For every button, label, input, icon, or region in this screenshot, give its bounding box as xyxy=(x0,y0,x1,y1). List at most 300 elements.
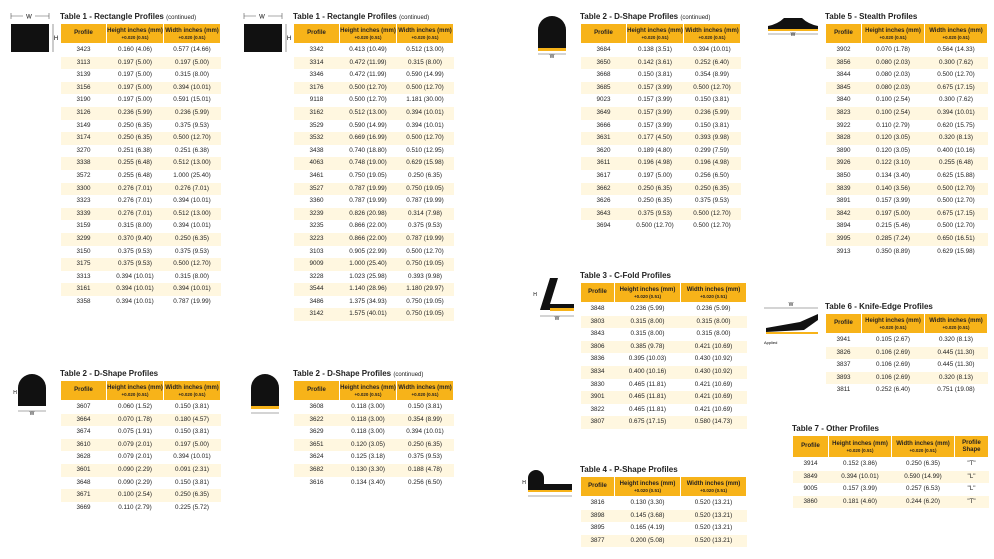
profile-cell: 3671 xyxy=(61,489,107,502)
table-row xyxy=(581,170,741,183)
col-height: Height inches (mm) +0.020 (0.51) xyxy=(107,24,164,44)
col-width: Width inches (mm) +0.020 (0.51) xyxy=(164,381,221,401)
height-cell: 0.079 (2.01) xyxy=(107,439,164,452)
rectangle-profile-icon xyxy=(5,10,59,58)
table-row xyxy=(294,170,454,183)
profile-cell: 3620 xyxy=(581,145,627,158)
height-cell: 0.197 (5.00) xyxy=(862,208,925,221)
width-cell: 0.299 (7.59) xyxy=(684,145,741,158)
d-shape-profile-icon xyxy=(12,370,52,416)
width-cell: 0.787 (19.99) xyxy=(164,296,221,309)
height-cell: 0.130 (3.30) xyxy=(615,497,681,510)
table-row xyxy=(294,208,454,221)
height-cell: 0.251 (6.38) xyxy=(107,145,164,158)
height-cell: 0.375 (9.53) xyxy=(107,246,164,259)
profile-cell: 3159 xyxy=(61,220,107,233)
width-cell: 0.510 (12.95) xyxy=(397,145,454,158)
d-shape-profile-icon xyxy=(532,12,572,58)
table-row xyxy=(826,157,988,170)
dim-h-label: H xyxy=(286,36,292,42)
table-row xyxy=(294,258,454,271)
height-cell: 0.465 (11.81) xyxy=(615,391,681,404)
height-cell: 0.740 (18.80) xyxy=(340,145,397,158)
table-row xyxy=(581,94,741,107)
table-row xyxy=(581,44,741,57)
table-row xyxy=(581,404,747,417)
table-row xyxy=(61,401,221,414)
profile-cell: 3529 xyxy=(294,120,340,133)
table-row xyxy=(581,316,747,329)
width-cell: 0.300 (7.62) xyxy=(925,94,988,107)
table-row xyxy=(826,246,988,259)
width-cell: 0.500 (12.70) xyxy=(397,132,454,145)
height-cell: 0.110 (2.79) xyxy=(107,502,164,515)
table-row xyxy=(294,401,454,414)
table-row xyxy=(581,341,747,354)
table-row xyxy=(61,107,221,120)
col-width: Width inches (mm) +0.020 (0.51) xyxy=(681,283,747,303)
col-height: Height inches (mm) +0.020 (0.51) xyxy=(627,24,684,44)
shape-cell: "T" xyxy=(955,496,989,509)
width-cell: 0.256 (6.50) xyxy=(397,477,454,490)
height-cell: 0.866 (22.00) xyxy=(340,220,397,233)
width-cell: 0.394 (10.01) xyxy=(164,195,221,208)
profile-cell: 3299 xyxy=(61,233,107,246)
height-cell: 0.110 (2.79) xyxy=(862,120,925,133)
table-1-rectangle-a xyxy=(60,11,221,308)
width-cell: 0.520 (13.21) xyxy=(681,522,747,535)
width-cell: 0.394 (10.01) xyxy=(397,426,454,439)
table-row xyxy=(61,502,221,515)
col-profile: Profile xyxy=(826,314,862,334)
width-cell: 0.150 (3.81) xyxy=(164,426,221,439)
table-row xyxy=(581,328,747,341)
width-cell: 0.354 (8.99) xyxy=(397,414,454,427)
height-cell: 0.200 (5.08) xyxy=(615,535,681,548)
table-row xyxy=(826,347,988,360)
profile-cell: 3601 xyxy=(61,464,107,477)
table-row xyxy=(294,183,454,196)
profile-cell: 3338 xyxy=(61,157,107,170)
width-cell: 0.236 (5.99) xyxy=(681,303,747,316)
height-cell: 0.394 (10.01) xyxy=(107,271,164,284)
profile-cell: 3176 xyxy=(294,82,340,95)
height-cell: 0.160 (4.06) xyxy=(107,44,164,57)
profile-cell: 3461 xyxy=(294,170,340,183)
height-cell: 0.118 (3.00) xyxy=(340,426,397,439)
table-row xyxy=(581,195,741,208)
profile-cell: 3895 xyxy=(581,522,615,535)
profile-cell: 3648 xyxy=(61,477,107,490)
profile-cell: 3995 xyxy=(826,233,862,246)
profile-cell: 3843 xyxy=(581,328,615,341)
table-row xyxy=(61,258,221,271)
width-cell: 0.512 (13.00) xyxy=(397,44,454,57)
width-cell: 0.225 (5.72) xyxy=(164,502,221,515)
table-title: Table 5 - Stealth Profiles xyxy=(825,12,918,21)
profile-cell: 3190 xyxy=(61,94,107,107)
width-cell: 0.787 (19.99) xyxy=(397,233,454,246)
profile-cell: 3610 xyxy=(61,439,107,452)
height-cell: 0.105 (2.67) xyxy=(862,334,925,347)
width-cell: 0.197 (5.00) xyxy=(164,439,221,452)
profile-cell: 3668 xyxy=(581,69,627,82)
height-cell: 0.255 (6.48) xyxy=(107,157,164,170)
dim-w-label: W xyxy=(554,316,560,320)
height-cell: 0.106 (2.69) xyxy=(862,347,925,360)
table-2-d-shape-c xyxy=(580,11,741,233)
width-cell: 0.197 (5.00) xyxy=(164,57,221,70)
height-cell: 0.134 (3.40) xyxy=(862,170,925,183)
profile-cell: 3161 xyxy=(61,283,107,296)
col-height: Height inches (mm) +0.020 (0.51) xyxy=(340,381,397,401)
width-cell: 0.445 (11.30) xyxy=(925,347,988,360)
width-cell: 0.150 (3.81) xyxy=(684,120,741,133)
width-cell: 0.750 (19.05) xyxy=(397,258,454,271)
profile-table xyxy=(580,282,747,429)
width-cell: 0.251 (6.38) xyxy=(164,145,221,158)
profile-cell: 3156 xyxy=(61,82,107,95)
width-cell: 0.625 (15.88) xyxy=(925,170,988,183)
table-row xyxy=(294,464,454,477)
table-row xyxy=(294,439,454,452)
height-cell: 0.375 (9.53) xyxy=(107,258,164,271)
profile-cell: 3694 xyxy=(581,220,627,233)
table-row xyxy=(581,416,747,429)
table-row xyxy=(294,308,454,321)
width-cell: 0.500 (12.70) xyxy=(925,69,988,82)
height-cell: 0.669 (16.99) xyxy=(340,132,397,145)
rectangle-profile-icon xyxy=(238,10,292,58)
height-cell: 0.276 (7.01) xyxy=(107,195,164,208)
width-cell: 0.320 (8.13) xyxy=(925,372,988,385)
width-cell: 0.750 (19.05) xyxy=(397,296,454,309)
profile-cell: 3823 xyxy=(826,107,862,120)
profile-cell: 3228 xyxy=(294,271,340,284)
table-row xyxy=(61,208,221,221)
profile-cell: 3346 xyxy=(294,69,340,82)
table-row xyxy=(581,157,741,170)
col-profile: Profile xyxy=(581,24,627,44)
profile-cell: 3651 xyxy=(294,439,340,452)
height-cell: 0.315 (8.00) xyxy=(615,316,681,329)
table-row xyxy=(826,233,988,246)
table-row xyxy=(294,107,454,120)
width-cell: 0.500 (12.70) xyxy=(164,258,221,271)
height-cell: 0.152 (3.86) xyxy=(829,458,892,471)
height-cell: 0.090 (2.29) xyxy=(107,477,164,490)
profile-cell: 3423 xyxy=(61,44,107,57)
profile-table xyxy=(792,435,989,508)
height-cell: 0.157 (3.99) xyxy=(627,94,684,107)
height-cell: 0.315 (8.00) xyxy=(107,220,164,233)
profile-table xyxy=(60,23,221,308)
table-row xyxy=(294,426,454,439)
col-width: Width inches (mm) +0.020 (0.51) xyxy=(397,24,454,44)
height-cell: 0.157 (3.99) xyxy=(829,483,892,496)
profile-cell: 3662 xyxy=(581,183,627,196)
col-width: Width inches (mm) +0.020 (0.51) xyxy=(397,381,454,401)
width-cell: 0.236 (5.99) xyxy=(684,107,741,120)
height-cell: 0.079 (2.01) xyxy=(107,451,164,464)
table-row xyxy=(294,246,454,259)
profile-cell: 3844 xyxy=(826,69,862,82)
profile-cell: 3926 xyxy=(826,157,862,170)
width-cell: 0.675 (17.15) xyxy=(925,82,988,95)
width-cell: 0.375 (9.53) xyxy=(684,195,741,208)
table-row xyxy=(581,132,741,145)
table-1-rectangle-b xyxy=(293,11,454,321)
table-row xyxy=(61,426,221,439)
height-cell: 0.106 (2.69) xyxy=(862,372,925,385)
width-cell: 0.300 (7.62) xyxy=(925,57,988,70)
knife-edge-profile-icon xyxy=(760,300,822,348)
profile-table xyxy=(293,380,454,489)
table-row xyxy=(61,283,221,296)
width-cell: 0.354 (8.99) xyxy=(684,69,741,82)
width-cell: 0.421 (10.69) xyxy=(681,391,747,404)
width-cell: 0.315 (8.00) xyxy=(164,69,221,82)
profile-cell: 3629 xyxy=(294,426,340,439)
dim-h-label: H xyxy=(13,390,17,396)
height-cell: 0.250 (6.35) xyxy=(107,132,164,145)
dim-h-label: H xyxy=(53,36,59,42)
profile-cell: 3898 xyxy=(581,510,615,523)
height-cell: 0.285 (7.24) xyxy=(862,233,925,246)
height-cell: 0.465 (11.81) xyxy=(615,404,681,417)
height-cell: 1.000 (25.40) xyxy=(340,258,397,271)
width-cell: 0.314 (7.98) xyxy=(397,208,454,221)
table-row xyxy=(581,208,741,221)
profile-cell: 3894 xyxy=(826,220,862,233)
col-width: Width inches (mm) +0.020 (0.51) xyxy=(925,314,988,334)
col-width: Width inches (mm) +0.020 (0.51) xyxy=(684,24,741,44)
table-row xyxy=(61,489,221,502)
profile-cell: 3807 xyxy=(581,416,615,429)
width-cell: 0.188 (4.78) xyxy=(397,464,454,477)
table-title: Table 2 - D-Shape Profiles (continued) xyxy=(293,369,424,378)
height-cell: 0.165 (4.19) xyxy=(615,522,681,535)
height-cell: 0.120 (3.05) xyxy=(340,439,397,452)
table-row xyxy=(581,220,741,233)
profile-cell: 3902 xyxy=(826,44,862,57)
height-cell: 0.250 (6.35) xyxy=(627,195,684,208)
height-cell: 0.500 (12.70) xyxy=(340,82,397,95)
profile-table xyxy=(580,23,741,233)
height-cell: 0.070 (1.78) xyxy=(107,414,164,427)
profile-cell: 3300 xyxy=(61,183,107,196)
col-height: Height inches (mm) +0.020 (0.51) xyxy=(829,436,892,458)
width-cell: 0.257 (6.53) xyxy=(892,483,955,496)
col-profile: Profile xyxy=(826,24,862,44)
height-cell: 0.060 (1.52) xyxy=(107,401,164,414)
table-3-c-fold xyxy=(580,270,747,429)
profile-cell: 3624 xyxy=(294,451,340,464)
width-cell: 0.421 (10.69) xyxy=(681,379,747,392)
profile-cell: 3826 xyxy=(826,347,862,360)
profile-cell: 3486 xyxy=(294,296,340,309)
profile-cell: 3840 xyxy=(826,94,862,107)
profile-cell: 3223 xyxy=(294,233,340,246)
width-cell: 0.315 (8.00) xyxy=(681,316,747,329)
width-cell: 0.244 (6.20) xyxy=(892,496,955,509)
width-cell: 0.394 (10.01) xyxy=(164,220,221,233)
height-cell: 0.157 (3.99) xyxy=(627,120,684,133)
table-row xyxy=(826,334,988,347)
table-row xyxy=(581,366,747,379)
table-row xyxy=(61,195,221,208)
table-row xyxy=(294,283,454,296)
table-2-d-shape-b xyxy=(293,368,454,489)
width-cell: 0.394 (10.01) xyxy=(164,283,221,296)
table-row xyxy=(294,145,454,158)
dim-w-label: W xyxy=(549,54,555,58)
profile-cell: 3270 xyxy=(61,145,107,158)
height-cell: 1.023 (25.98) xyxy=(340,271,397,284)
width-cell: 0.430 (10.92) xyxy=(681,366,747,379)
table-row xyxy=(581,69,741,82)
table-row xyxy=(826,384,988,397)
table-row xyxy=(61,57,221,70)
profile-cell: 3669 xyxy=(61,502,107,515)
profile-cell: 3608 xyxy=(294,401,340,414)
profile-cell: 3803 xyxy=(581,316,615,329)
height-cell: 0.157 (3.99) xyxy=(627,107,684,120)
height-cell: 0.252 (6.40) xyxy=(862,384,925,397)
table-row xyxy=(294,69,454,82)
width-cell: 0.675 (17.15) xyxy=(925,208,988,221)
table-2-d-shape-a xyxy=(60,368,221,514)
width-cell: 0.520 (13.21) xyxy=(681,497,747,510)
profile-table xyxy=(60,380,221,514)
table-row xyxy=(294,451,454,464)
width-cell: 0.250 (6.35) xyxy=(892,458,955,471)
height-cell: 0.080 (2.03) xyxy=(862,57,925,70)
table-row xyxy=(581,107,741,120)
height-cell: 0.413 (10.49) xyxy=(340,44,397,57)
height-cell: 0.189 (4.80) xyxy=(627,145,684,158)
table-row xyxy=(294,44,454,57)
width-cell: 0.276 (7.01) xyxy=(164,183,221,196)
profile-table xyxy=(825,313,988,397)
width-cell: 0.500 (12.70) xyxy=(925,195,988,208)
height-cell: 0.675 (17.15) xyxy=(615,416,681,429)
height-cell: 1.375 (34.93) xyxy=(340,296,397,309)
width-cell: 0.150 (3.81) xyxy=(164,477,221,490)
table-row xyxy=(61,477,221,490)
height-cell: 0.140 (3.56) xyxy=(862,183,925,196)
stealth-profile-icon xyxy=(764,10,822,36)
table-row xyxy=(294,132,454,145)
width-cell: 0.620 (15.75) xyxy=(925,120,988,133)
table-row xyxy=(826,120,988,133)
profile-cell: 3527 xyxy=(294,183,340,196)
profile-cell: 9005 xyxy=(793,483,829,496)
profile-cell: 3611 xyxy=(581,157,627,170)
dim-w-label: W xyxy=(790,32,796,36)
width-cell: 0.250 (6.35) xyxy=(164,489,221,502)
profile-cell: 3342 xyxy=(294,44,340,57)
profile-cell: 3828 xyxy=(826,132,862,145)
table-row xyxy=(294,157,454,170)
height-cell: 0.075 (1.91) xyxy=(107,426,164,439)
profile-cell: 3836 xyxy=(581,353,615,366)
width-cell: 0.180 (4.57) xyxy=(164,414,221,427)
profile-cell: 3922 xyxy=(826,120,862,133)
table-row xyxy=(61,233,221,246)
table-row xyxy=(294,233,454,246)
height-cell: 0.157 (3.99) xyxy=(862,195,925,208)
height-cell: 0.236 (5.99) xyxy=(107,107,164,120)
col-profile: Profile xyxy=(61,381,107,401)
height-cell: 0.118 (3.00) xyxy=(340,401,397,414)
table-row xyxy=(294,120,454,133)
profile-cell: 3664 xyxy=(61,414,107,427)
profile-cell: 3626 xyxy=(581,195,627,208)
width-cell: 0.320 (8.13) xyxy=(925,334,988,347)
height-cell: 0.394 (10.01) xyxy=(107,283,164,296)
width-cell: 0.236 (5.99) xyxy=(164,107,221,120)
width-cell: 0.629 (15.98) xyxy=(397,157,454,170)
height-cell: 0.134 (3.40) xyxy=(340,477,397,490)
width-cell: 0.564 (14.33) xyxy=(925,44,988,57)
col-profile: Profile xyxy=(581,283,615,303)
height-cell: 0.236 (5.99) xyxy=(615,303,681,316)
height-cell: 0.787 (19.99) xyxy=(340,195,397,208)
width-cell: 0.590 (14.99) xyxy=(892,471,955,484)
col-profile-shape: Profile Shape xyxy=(955,436,989,458)
height-cell: 0.196 (4.98) xyxy=(627,157,684,170)
table-title: Table 2 - D-Shape Profiles xyxy=(60,369,159,378)
width-cell: 0.751 (19.08) xyxy=(925,384,988,397)
table-row xyxy=(61,132,221,145)
profile-cell: 3314 xyxy=(294,57,340,70)
height-cell: 0.255 (6.48) xyxy=(107,170,164,183)
height-cell: 0.385 (9.78) xyxy=(615,341,681,354)
width-cell: 0.500 (12.70) xyxy=(925,183,988,196)
profile-cell: 9023 xyxy=(581,94,627,107)
width-cell: 0.315 (8.00) xyxy=(681,328,747,341)
table-6-knife-edge xyxy=(825,301,988,397)
width-cell: 0.250 (6.35) xyxy=(684,183,741,196)
profile-cell: 3845 xyxy=(826,82,862,95)
profile-cell: 3806 xyxy=(581,341,615,354)
table-row xyxy=(581,510,747,523)
height-cell: 0.130 (3.30) xyxy=(340,464,397,477)
table-row xyxy=(61,414,221,427)
col-height: Height inches (mm) +0.020 (0.51) xyxy=(862,314,925,334)
profile-cell: 3628 xyxy=(61,451,107,464)
height-cell: 1.140 (28.96) xyxy=(340,283,397,296)
col-profile: Profile xyxy=(581,477,615,497)
table-row xyxy=(793,471,989,484)
table-row xyxy=(581,183,741,196)
table-row xyxy=(826,94,988,107)
height-cell: 0.748 (19.00) xyxy=(340,157,397,170)
profile-cell: 3666 xyxy=(581,120,627,133)
width-cell: 0.252 (6.40) xyxy=(684,57,741,70)
table-row xyxy=(294,57,454,70)
profile-cell: 3901 xyxy=(581,391,615,404)
width-cell: 0.520 (13.21) xyxy=(681,535,747,548)
table-row xyxy=(61,271,221,284)
table-title: Table 3 - C-Fold Profiles xyxy=(580,271,671,280)
width-cell: 0.629 (15.98) xyxy=(925,246,988,259)
width-cell: 0.650 (16.51) xyxy=(925,233,988,246)
profile-cell: 3339 xyxy=(61,208,107,221)
width-cell: 1.181 (30.00) xyxy=(397,94,454,107)
height-cell: 0.512 (13.00) xyxy=(340,107,397,120)
